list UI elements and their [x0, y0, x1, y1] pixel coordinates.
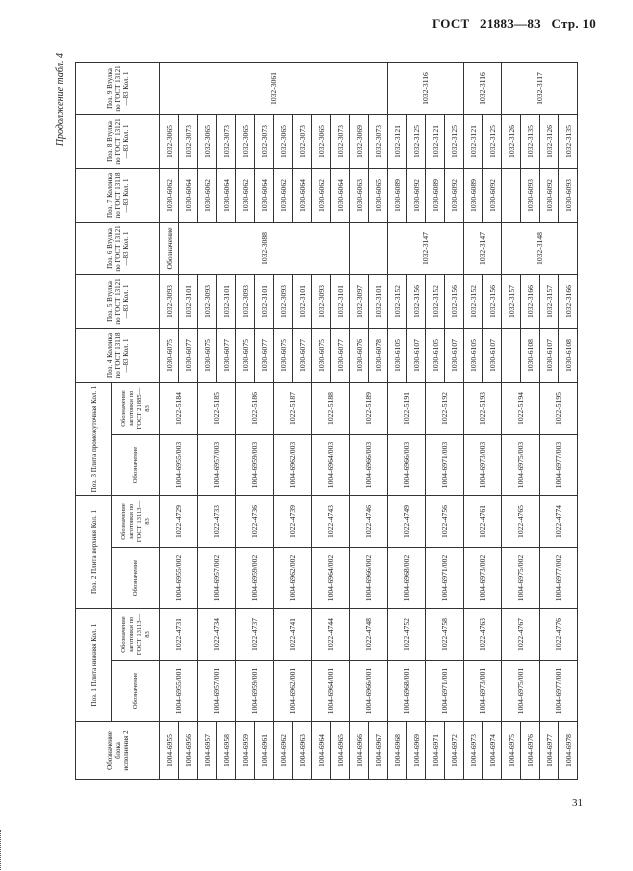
cell-pos7: 1030-6089 — [388, 169, 407, 223]
cell-pos3-blank: 1022-5186 — [236, 383, 274, 435]
cell-pos1-blank: 1022-4758 — [426, 609, 464, 661]
cell-pos2-designation: 1004-6973/002 — [464, 548, 502, 609]
cell-pos7: 1030-6062 — [274, 169, 293, 223]
cell-pos3-designation: 1004-6964/003 — [312, 435, 350, 496]
cell-pos1-designation: 1004-6973/001 — [464, 661, 502, 722]
cell-pos8: 1032-3121 — [388, 115, 407, 169]
cell-pos4: 1030-6075 — [312, 329, 331, 383]
cell-pos7: 1030-6063 — [350, 169, 369, 223]
cell-pos5: 1032-3152 — [464, 275, 483, 329]
page-number: 31 — [572, 797, 583, 809]
cell-pos5: 1032-3156 — [407, 275, 426, 329]
cell-pos4: 1030-6076 — [350, 329, 369, 383]
cell-pos5: 1032-3156 — [483, 275, 502, 329]
page-label: Стр. 10 — [551, 16, 597, 31]
cell-pos1-designation: 1004-6964/001 — [312, 661, 350, 722]
col-pos8: Поз. 8 Втулка по ГОСТ 13121—83 Кол. 1 — [76, 115, 160, 169]
cell-pos3-designation: 1004-6955/003 — [160, 435, 198, 496]
cell-pos5: 1032-3097 — [350, 275, 369, 329]
cell-pos8: 1032-3126 — [502, 115, 521, 169]
cell-pos2-designation: 1004-6966/002 — [350, 548, 388, 609]
cell-pos3-designation: 1004-6973/003 — [464, 435, 502, 496]
cell-block-designation: 1004-6964 — [312, 722, 331, 780]
cell-pos4: 1030-6078 — [369, 329, 388, 383]
parts-table — [75, 62, 578, 780]
col-pos1: Поз. 1 Плита нижняя Кол. 1 — [76, 609, 112, 722]
cell-pos2-blank: 1022-4746 — [350, 496, 388, 548]
cell-pos5: 1032-3166 — [559, 275, 578, 329]
cell-pos4: 1030-6075 — [198, 329, 217, 383]
cell-pos1-designation: 1004-6962/001 — [274, 661, 312, 722]
cell-block-designation: 1004-6965 — [331, 722, 350, 780]
cell-pos5: 1032-3157 — [540, 275, 559, 329]
cell-pos4: 1030-6077 — [293, 329, 312, 383]
cell-pos2-designation: 1004-6968/002 — [388, 548, 426, 609]
cell-pos3-blank: 1022-5185 — [198, 383, 236, 435]
cell-pos8: 1032-3065 — [198, 115, 217, 169]
cell-block-designation: 1004-6961 — [255, 722, 274, 780]
col-pos1-blank: Обозначение заготовки по ГОСТ 13113—83 — [112, 609, 160, 661]
table-row — [274, 63, 293, 780]
cell-pos2-designation: 1004-6957/002 — [198, 548, 236, 609]
cell-pos5: 1032-3093 — [236, 275, 255, 329]
col-pos2-designation: Обозначение — [112, 548, 160, 609]
cell-pos8: 1032-3135 — [559, 115, 578, 169]
cell-pos3-designation: 1004-6966/003 — [350, 435, 388, 496]
cell-pos1-designation: 1004-6957/001 — [198, 661, 236, 722]
cell-pos8: 1032-3073 — [179, 115, 198, 169]
table-row — [502, 63, 521, 780]
cell-pos2-blank: 1022-4743 — [312, 496, 350, 548]
cell-pos2-blank: 1022-4749 — [388, 496, 426, 548]
cell-pos2-designation: 1004-6971/002 — [426, 548, 464, 609]
cell-block-designation: 1004-6957 — [198, 722, 217, 780]
cell-block-designation: 1004-6967 — [369, 722, 388, 780]
cell-pos2-blank: 1022-4736 — [236, 496, 274, 548]
cell-pos2-designation: 1004-6955/002 — [160, 548, 198, 609]
table-row — [160, 63, 179, 780]
cell-pos5: 1032-3101 — [293, 275, 312, 329]
cell-pos5: 1032-3166 — [521, 275, 540, 329]
cell-pos1-designation: 1004-6975/001 — [502, 661, 540, 722]
cell-pos7: 1030-6064 — [217, 169, 236, 223]
cell-pos7: 1030-6089 — [464, 169, 483, 223]
cell-pos5: 1032-3152 — [426, 275, 445, 329]
cell-pos3-blank: 1022-5194 — [502, 383, 540, 435]
cell-block-designation: 1004-6958 — [217, 722, 236, 780]
cell-pos4 — [502, 329, 521, 383]
cell-pos8: 1032-3073 — [331, 115, 350, 169]
cell-pos6: 1032-3148 — [502, 223, 578, 275]
cell-pos3-blank: 1022-5184 — [160, 383, 198, 435]
cell-pos8: 1032-3065 — [236, 115, 255, 169]
cell-pos4: 1030-6108 — [521, 329, 540, 383]
cell-pos7: 1030-6092 — [445, 169, 464, 223]
cell-pos3-blank: 1022-5193 — [464, 383, 502, 435]
col-pos3-designation: Обозначение — [112, 435, 160, 496]
cell-block-designation: 1004-6959 — [236, 722, 255, 780]
cell-pos7: 1030-6062 — [236, 169, 255, 223]
cell-block-designation: 1004-6955 — [160, 722, 179, 780]
cell-pos5: 1032-3101 — [369, 275, 388, 329]
cell-pos3-designation: 1004-6962/003 — [274, 435, 312, 496]
cell-pos1-blank: 1022-4767 — [502, 609, 540, 661]
cell-pos2-blank: 1022-4765 — [502, 496, 540, 548]
cell-pos7: 1030-6064 — [255, 169, 274, 223]
cell-pos5: 1032-3152 — [388, 275, 407, 329]
cell-block-designation: 1004-6956 — [179, 722, 198, 780]
cell-pos5: 1032-3093 — [312, 275, 331, 329]
table-row — [312, 63, 331, 780]
cell-pos1-blank: 1022-4741 — [274, 609, 312, 661]
col-pos2-blank: Обозначение заготовки по ГОСТ 13113—83 — [112, 496, 160, 548]
cell-pos3-blank: 1022-5187 — [274, 383, 312, 435]
cell-pos2-blank: 1022-4739 — [274, 496, 312, 548]
cell-pos4: 1030-6107 — [407, 329, 426, 383]
cell-pos1-designation: 1004-6968/001 — [388, 661, 426, 722]
col-block-designation: Обозначение блока исполнения 2 — [76, 722, 160, 780]
cell-block-designation: 1004-6972 — [445, 722, 464, 780]
cell-pos4: 1030-6077 — [255, 329, 274, 383]
cell-pos1-designation: 1004-6971/001 — [426, 661, 464, 722]
table-row — [540, 63, 559, 780]
cell-pos7: 1030-6092 — [407, 169, 426, 223]
cell-block-designation: 1004-6962 — [274, 722, 293, 780]
cell-pos3-designation: 1004-6977/003 — [540, 435, 578, 496]
cell-pos1-blank: 1022-4752 — [388, 609, 426, 661]
cell-block-designation: 1004-6978 — [559, 722, 578, 780]
cell-pos1-blank: 1022-4734 — [198, 609, 236, 661]
cell-pos7: 1030-6092 — [483, 169, 502, 223]
cell-pos2-designation: 1004-6977/002 — [540, 548, 578, 609]
cell-pos5: 1032-3156 — [445, 275, 464, 329]
cell-pos4: 1030-6077 — [331, 329, 350, 383]
cell-pos4: 1030-6077 — [217, 329, 236, 383]
cell-pos8: 1032-3065 — [160, 115, 179, 169]
cell-block-designation: 1004-6963 — [293, 722, 312, 780]
cell-pos8: 1032-3065 — [312, 115, 331, 169]
cell-pos7: 1030-6064 — [331, 169, 350, 223]
cell-pos8: 1032-3073 — [293, 115, 312, 169]
cell-pos8: 1032-3126 — [540, 115, 559, 169]
cell-pos2-blank: 1022-4729 — [160, 496, 198, 548]
cell-pos1-blank: 1022-4776 — [540, 609, 578, 661]
col-pos9: Поз. 9 Втулка по ГОСТ 13121—83 Кол. 1 — [76, 63, 160, 115]
cell-pos1-designation: 1004-6959/001 — [236, 661, 274, 722]
cell-pos5: 1032-3093 — [274, 275, 293, 329]
cell-pos1-designation: 1004-6955/001 — [160, 661, 198, 722]
cell-pos1-blank: 1022-4731 — [160, 609, 198, 661]
cell-pos3-blank: 1022-5192 — [426, 383, 464, 435]
col-pos1-designation: Обозначение — [112, 661, 160, 722]
cell-pos2-designation: 1004-6962/002 — [274, 548, 312, 609]
cell-pos2-blank: 1022-4774 — [540, 496, 578, 548]
cell-pos5: 1032-3101 — [331, 275, 350, 329]
cell-pos5: 1032-3101 — [179, 275, 198, 329]
col-pos5: Поз. 5 Втулка по ГОСТ 13121—83 Кол. 1 — [76, 275, 160, 329]
cell-pos5: 1032-3093 — [198, 275, 217, 329]
cell-pos8: 1032-3069 — [350, 115, 369, 169]
table-caption: Продолжение табл. 4 — [55, 53, 66, 147]
col-pos3-blank: Обозначение заготовки по ГОСТ 21885—83 — [112, 383, 160, 435]
cell-block-designation: 1004-6971 — [426, 722, 445, 780]
col-pos2: Поз. 2 Плита верхняя Кол. 1 — [76, 496, 112, 609]
cell-pos7: 1030-6064 — [293, 169, 312, 223]
cell-pos6: 1032-3147 — [388, 223, 464, 275]
cell-block-designation: 1004-6969 — [407, 722, 426, 780]
cell-pos1-designation: 1004-6977/001 — [540, 661, 578, 722]
cell-pos4: 1030-6108 — [559, 329, 578, 383]
cell-pos6: Обозначение — [160, 223, 179, 275]
cell-pos3-designation: 1004-6975/003 — [502, 435, 540, 496]
cell-pos4: 1030-6075 — [274, 329, 293, 383]
cell-pos8: 1032-3125 — [407, 115, 426, 169]
cell-pos3-blank: 1022-5189 — [350, 383, 388, 435]
cell-pos4: 1030-6107 — [540, 329, 559, 383]
cell-pos8: 1032-3135 — [521, 115, 540, 169]
cell-pos4: 1030-6105 — [426, 329, 445, 383]
rotated-table-area — [55, 45, 578, 780]
cell-block-designation: 1004-6966 — [350, 722, 369, 780]
cell-pos7: 1030-6062 — [198, 169, 217, 223]
cell-pos7: 1030-6089 — [426, 169, 445, 223]
cell-pos6 — [350, 223, 388, 275]
cell-pos1-blank: 1022-4763 — [464, 609, 502, 661]
cell-pos7: 1030-6062 — [312, 169, 331, 223]
cell-pos9: 1032-3116 — [464, 63, 502, 115]
col-pos7: Поз. 7 Колонка по ГОСТ 13118—83 Кол. 1 — [76, 169, 160, 223]
cell-pos5: 1032-3093 — [160, 275, 179, 329]
cell-pos8: 1032-3065 — [274, 115, 293, 169]
standard-label: ГОСТ — [432, 16, 470, 31]
cell-pos7: 1030-6092 — [540, 169, 559, 223]
cell-pos8: 1032-3121 — [464, 115, 483, 169]
cell-pos4: 1030-6105 — [464, 329, 483, 383]
cell-pos7: 1030-6062 — [160, 169, 179, 223]
cell-pos4: 1030-6075 — [236, 329, 255, 383]
col-pos4: Поз. 4 Колонка по ГОСТ 13118—83 Кол. 1 — [76, 329, 160, 383]
cell-pos1-designation: 1004-6966/001 — [350, 661, 388, 722]
page-header — [432, 16, 603, 32]
cell-pos2-designation: 1004-6975/002 — [502, 548, 540, 609]
cell-pos8: 1032-3125 — [483, 115, 502, 169]
table-row — [426, 63, 445, 780]
cell-pos7: 1030-6093 — [559, 169, 578, 223]
cell-pos9: 1032-3116 — [388, 63, 464, 115]
cell-pos4: 1030-6107 — [445, 329, 464, 383]
table-body — [160, 63, 578, 780]
cell-pos7: 1030-6093 — [521, 169, 540, 223]
col-pos3: Поз. 3 Плита промежуточная Кол. 1 — [76, 383, 112, 496]
cell-block-designation: 1004-6974 — [483, 722, 502, 780]
table-row — [198, 63, 217, 780]
cell-pos2-blank: 1022-4756 — [426, 496, 464, 548]
table-row — [350, 63, 369, 780]
cell-pos5: 1032-3101 — [255, 275, 274, 329]
cell-pos8: 1032-3073 — [369, 115, 388, 169]
cell-pos6: 1032-3147 — [464, 223, 502, 275]
cell-pos2-designation: 1004-6964/002 — [312, 548, 350, 609]
cell-block-designation: 1004-6975 — [502, 722, 521, 780]
table-row — [388, 63, 407, 780]
cell-pos3-blank: 1022-5195 — [540, 383, 578, 435]
cell-block-designation: 1004-6976 — [521, 722, 540, 780]
cell-pos9: 1032-3117 — [502, 63, 578, 115]
cell-pos9: 1032-3061 — [160, 63, 388, 115]
cell-pos8: 1032-3073 — [255, 115, 274, 169]
scan-edge — [0, 830, 7, 870]
cell-pos3-designation: 1004-6971/003 — [426, 435, 464, 496]
cell-pos3-blank: 1022-5188 — [312, 383, 350, 435]
cell-pos1-blank: 1022-4748 — [350, 609, 388, 661]
cell-pos3-designation: 1004-6959/003 — [236, 435, 274, 496]
cell-pos7 — [502, 169, 521, 223]
table-row — [464, 63, 483, 780]
cell-pos4: 1030-6075 — [160, 329, 179, 383]
cell-pos6: 1032-3088 — [179, 223, 350, 275]
cell-pos4: 1030-6105 — [388, 329, 407, 383]
cell-pos2-blank: 1022-4761 — [464, 496, 502, 548]
cell-pos7: 1030-6064 — [179, 169, 198, 223]
standard-number: 21883—83 — [480, 16, 541, 31]
cell-block-designation: 1004-6973 — [464, 722, 483, 780]
cell-pos4: 1030-6077 — [179, 329, 198, 383]
cell-pos4: 1030-6107 — [483, 329, 502, 383]
cell-pos3-designation: 1004-6966/003 — [388, 435, 426, 496]
table-row — [236, 63, 255, 780]
cell-pos5: 1032-3101 — [217, 275, 236, 329]
col-pos6: Поз. 6 Втулка по ГОСТ 13121—83 Кол. 1 — [76, 223, 160, 275]
cell-pos3-blank: 1022-5191 — [388, 383, 426, 435]
cell-pos2-designation: 1004-6959/002 — [236, 548, 274, 609]
cell-pos8: 1032-3125 — [445, 115, 464, 169]
cell-pos7: 1030-6065 — [369, 169, 388, 223]
cell-pos3-designation: 1004-6957/003 — [198, 435, 236, 496]
cell-block-designation: 1004-6968 — [388, 722, 407, 780]
cell-pos1-blank: 1022-4744 — [312, 609, 350, 661]
cell-pos2-blank: 1022-4733 — [198, 496, 236, 548]
cell-pos8: 1032-3121 — [426, 115, 445, 169]
cell-pos8: 1032-3073 — [217, 115, 236, 169]
cell-pos1-blank: 1022-4737 — [236, 609, 274, 661]
cell-block-designation: 1004-6977 — [540, 722, 559, 780]
cell-pos5: 1032-3157 — [502, 275, 521, 329]
